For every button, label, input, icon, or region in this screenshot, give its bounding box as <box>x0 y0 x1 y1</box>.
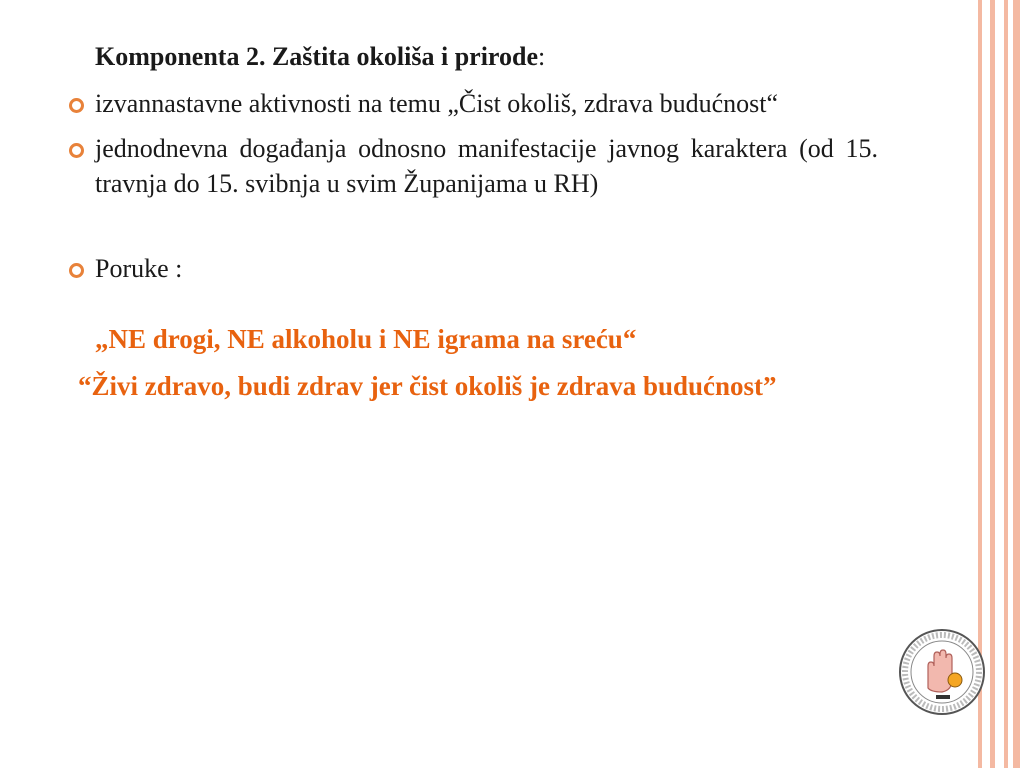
bullet-item <box>66 86 878 121</box>
message-slogan-2: “Živi zdravo, budi zdrav jer čist okoliš je zdrava budućnost” <box>78 371 777 401</box>
bullet-ring-icon <box>69 98 84 113</box>
bullet-text: izvannastavne aktivnosti na temu „Čist okoliš, zdrava budućnost“ <box>95 89 779 118</box>
bullet-item <box>66 251 878 286</box>
bullet-item <box>66 131 878 201</box>
stripe <box>1004 0 1008 768</box>
slide-content <box>66 38 878 404</box>
stripe <box>990 0 995 768</box>
bullet-ring-icon <box>69 263 84 278</box>
heading-bold: Komponenta 2. Zaštita okoliša i prirode <box>95 42 539 71</box>
bullet-text: jednodnevna događanja odnosno manifestacije javnog karaktera (od 15. travnja do 15. svibnja u svim Županijama u RH) <box>95 134 878 198</box>
heading-colon: : <box>538 42 546 71</box>
bullet-ring-icon <box>69 143 84 158</box>
slide-heading <box>95 38 878 76</box>
bullet-text: Poruke : <box>95 254 183 283</box>
message-slogan-1: „NE drogi, NE alkoholu i NE igrama na sreću“ <box>95 324 637 354</box>
stripe <box>1013 0 1020 768</box>
campaign-seal-icon <box>898 628 986 716</box>
